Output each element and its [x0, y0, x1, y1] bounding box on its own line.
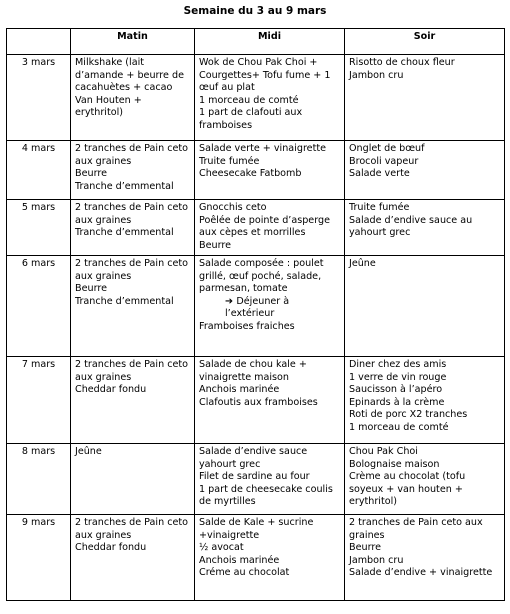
- cell-line: 2 tranches de Pain ceto aux graines: [75, 143, 192, 167]
- cell-line: Gnocchis ceto: [199, 202, 267, 213]
- day-cell: 7 mars: [7, 357, 71, 444]
- cell-line: 1 morceau de comté: [199, 94, 299, 106]
- soir-cell: [345, 141, 505, 200]
- midi-cell: [195, 444, 345, 515]
- cell-line: Cheddar fondu: [75, 542, 147, 554]
- matin-cell: [71, 357, 195, 444]
- cell-line: Cheddar fondu: [75, 384, 147, 396]
- cell-line: Beurre: [349, 542, 381, 554]
- cell-line: 2 tranches de Pain ceto aux graines: [75, 258, 192, 282]
- day-cell: 3 mars: [7, 55, 71, 141]
- table-row: [7, 256, 505, 357]
- cell-line: Salade verte: [349, 168, 410, 180]
- matin-cell: [71, 55, 195, 141]
- note-text: Déjeuner à l’extérieur: [225, 295, 290, 320]
- midi-cell: [195, 357, 345, 444]
- header-soir: Soir: [345, 29, 505, 55]
- cell-line: Cheesecake Fatbomb: [199, 168, 302, 180]
- cell-line: Crème au chocolat (tofu soyeux + van houten + erythritol): [349, 471, 469, 508]
- table-row: [7, 444, 505, 515]
- day-cell: 5 mars: [7, 200, 71, 256]
- header-midi: Midi: [195, 29, 345, 55]
- midi-cell: [195, 200, 345, 256]
- cell-line: Filet de sardine au four: [199, 471, 310, 483]
- cell-line: Tranche d’emmental: [75, 180, 174, 192]
- matin-cell: [71, 141, 195, 200]
- cell-line: Salade verte + vinaigrette: [199, 143, 326, 154]
- cell-line: Jambon cru: [349, 554, 404, 566]
- note-line: [199, 296, 340, 321]
- soir-cell: [345, 256, 505, 357]
- cell-line: Beurre: [199, 239, 231, 251]
- cell-line: Salade d’endive + vinaigrette: [349, 567, 493, 579]
- cell-line: Framboises fraiches: [199, 320, 295, 332]
- header-day: [7, 29, 71, 55]
- soir-cell: [345, 444, 505, 515]
- cell-line: Salade d’endive sauce yahourt grec: [199, 446, 311, 470]
- midi-cell: [195, 515, 345, 601]
- day-cell: 8 mars: [7, 444, 71, 515]
- cell-line: Anchois marinée: [199, 554, 280, 566]
- cell-line: Brocoli vapeur: [349, 155, 419, 167]
- table-row: [7, 515, 505, 601]
- soir-cell: [345, 55, 505, 141]
- matin-cell: [71, 515, 195, 601]
- arrow-right-icon: ➔: [225, 295, 237, 307]
- cell-line: 2 tranches de Pain ceto aux graines: [349, 517, 486, 541]
- cell-line: Chou Pak Choi: [349, 446, 418, 457]
- table-row: [7, 141, 505, 200]
- cell-line: Salde de Kale + sucrine +vinaigrette: [199, 517, 317, 541]
- cell-line: Créme au chocolat: [199, 567, 290, 579]
- cell-line: ½ avocat: [199, 542, 244, 554]
- cell-line: Truite fumée: [349, 202, 410, 213]
- matin-cell: [71, 256, 195, 357]
- cell-line: 1 part de clafouti aux framboises: [199, 107, 306, 131]
- cell-line: Poêlée de pointe d’asperge aux cèpes et morrilles: [199, 214, 334, 239]
- cell-line: Saucisson à l’apéro: [349, 384, 443, 396]
- table-row: [7, 200, 505, 256]
- cell-line: Truite fumée: [199, 155, 260, 167]
- cell-line: Salade de chou kale + vinaigrette maison: [199, 359, 310, 383]
- cell-line: 2 tranches de Pain ceto aux graines: [75, 359, 192, 383]
- table-row: [7, 55, 505, 141]
- day-cell: 6 mars: [7, 256, 71, 357]
- cell-line: 2 tranches de Pain ceto aux graines: [75, 202, 192, 226]
- cell-line: Anchois marinée: [199, 384, 280, 396]
- cell-line: 1 verre de vin rouge: [349, 371, 447, 383]
- cell-line: Beurre: [75, 168, 107, 180]
- cell-line: Beurre: [75, 283, 107, 295]
- soir-cell: [345, 357, 505, 444]
- cell-line: Tranche d’emmental: [75, 295, 174, 307]
- page-title: Semaine du 3 au 9 mars: [183, 5, 327, 17]
- soir-cell: [345, 515, 505, 601]
- midi-cell: [195, 256, 345, 357]
- day-cell: 9 mars: [7, 515, 71, 601]
- soir-cell: [345, 200, 505, 256]
- cell-line: Epinards à la crème: [349, 396, 445, 408]
- header-row: [7, 29, 505, 55]
- meal-plan-table: [6, 28, 505, 601]
- cell-line: Clafoutis aux framboises: [199, 396, 318, 408]
- cell-line: Risotto de choux fleur: [349, 57, 455, 68]
- cell-line: Jeûne: [75, 446, 102, 457]
- matin-cell: [71, 444, 195, 515]
- table-row: [7, 357, 505, 444]
- cell-line: Onglet de bœuf: [349, 143, 425, 154]
- cell-line: Salade composée : poulet grillé, œuf poché, salade, parmesan, tomate: [199, 258, 327, 295]
- day-cell: 4 mars: [7, 141, 71, 200]
- cell-line: Milkshake (lait d’amande + beurre de cacahuètes + cacao Van Houten + erythritol): [75, 57, 188, 119]
- cell-line: Roti de porc X2 tranches: [349, 409, 468, 421]
- cell-line: Jeûne: [349, 258, 376, 269]
- cell-line: Wok de Chou Pak Choi + Courgettes+ Tofu fume + 1 œuf au plat: [199, 57, 334, 94]
- cell-line: 1 morceau de comté: [349, 421, 449, 433]
- cell-line: Salade d’endive sauce au yahourt grec: [349, 214, 476, 239]
- cell-line: Diner chez des amis: [349, 359, 447, 370]
- midi-cell: [195, 55, 345, 141]
- midi-cell: [195, 141, 345, 200]
- header-matin: Matin: [71, 29, 195, 55]
- cell-line: Tranche d’emmental: [75, 227, 174, 239]
- cell-line: Bolognaise maison: [349, 458, 440, 470]
- cell-line: 2 tranches de Pain ceto aux graines: [75, 517, 192, 541]
- matin-cell: [71, 200, 195, 256]
- cell-line: 1 part de cheesecake coulis de myrtilles: [199, 483, 336, 508]
- cell-line: Jambon cru: [349, 69, 404, 81]
